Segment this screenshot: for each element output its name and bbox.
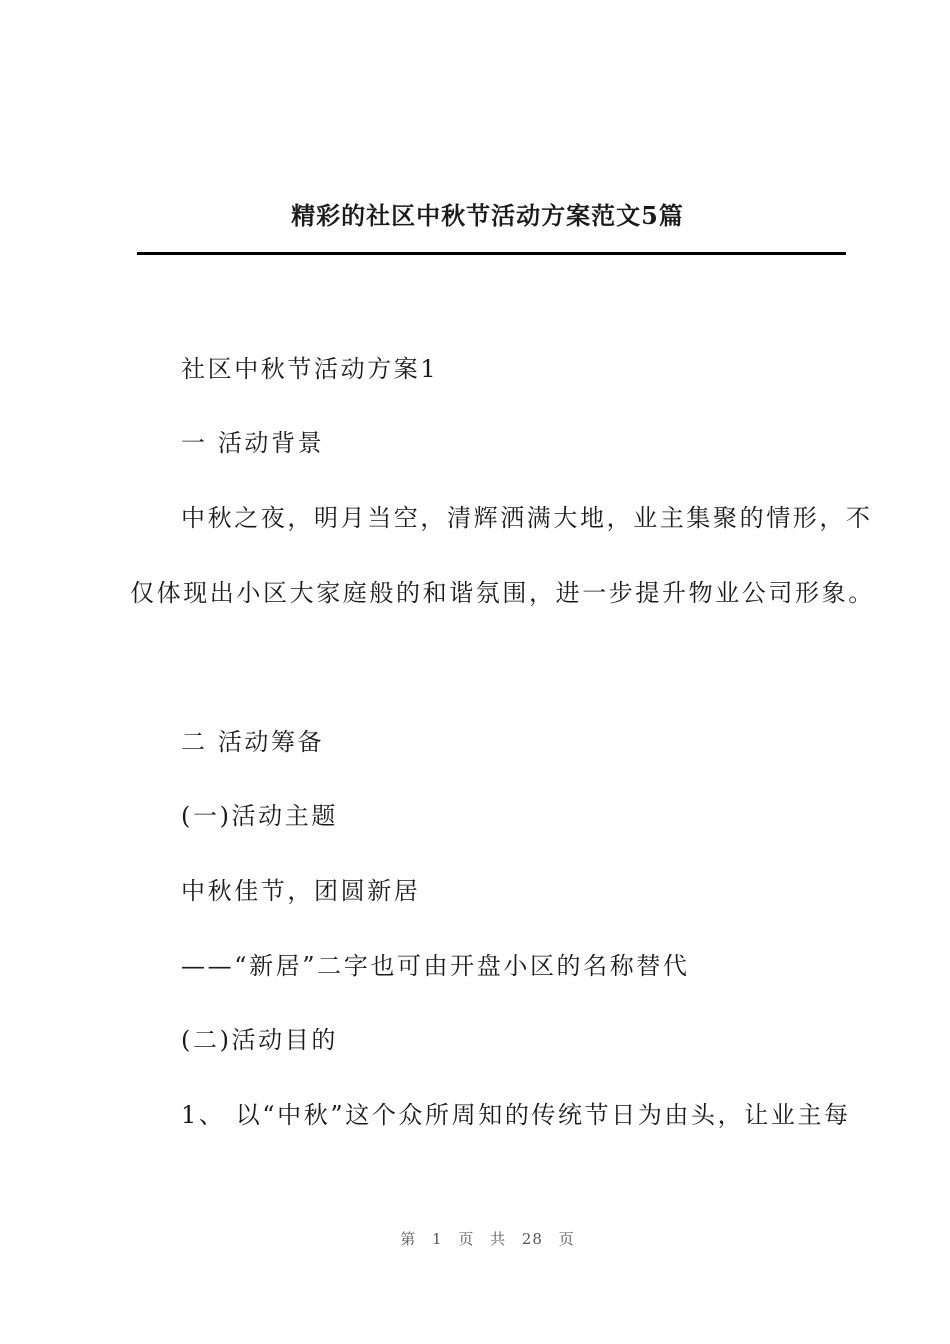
body-paragraph-line: 1、 以“中秋”这个众所周知的传统节日为由头，让业主每 xyxy=(181,1101,851,1129)
item-heading: (一)活动主题 xyxy=(181,802,338,830)
subsection-heading: 二 活动筹备 xyxy=(181,728,325,756)
item-heading: (二)活动目的 xyxy=(181,1026,338,1054)
body-paragraph-line: 中秋佳节，团圆新居 xyxy=(181,877,421,905)
subsection-heading: 一 活动背景 xyxy=(181,429,325,457)
body-paragraph-line: ——“新居”二字也可由开盘小区的名称替代 xyxy=(181,952,690,980)
page-number-footer: 第 1 页 共 28 页 xyxy=(400,1230,575,1248)
body-paragraph-line: 仅体现出小区大家庭般的和谐氛围，进一步提升物业公司形象。 xyxy=(130,579,875,607)
document-title: 精彩的社区中秋节活动方案范文5篇 xyxy=(291,201,684,230)
title-underline xyxy=(137,252,846,255)
body-paragraph-line: 中秋之夜，明月当空，清辉洒满大地，业主集聚的情形，不 xyxy=(181,504,873,532)
section-heading: 社区中秋节活动方案1 xyxy=(181,355,439,383)
